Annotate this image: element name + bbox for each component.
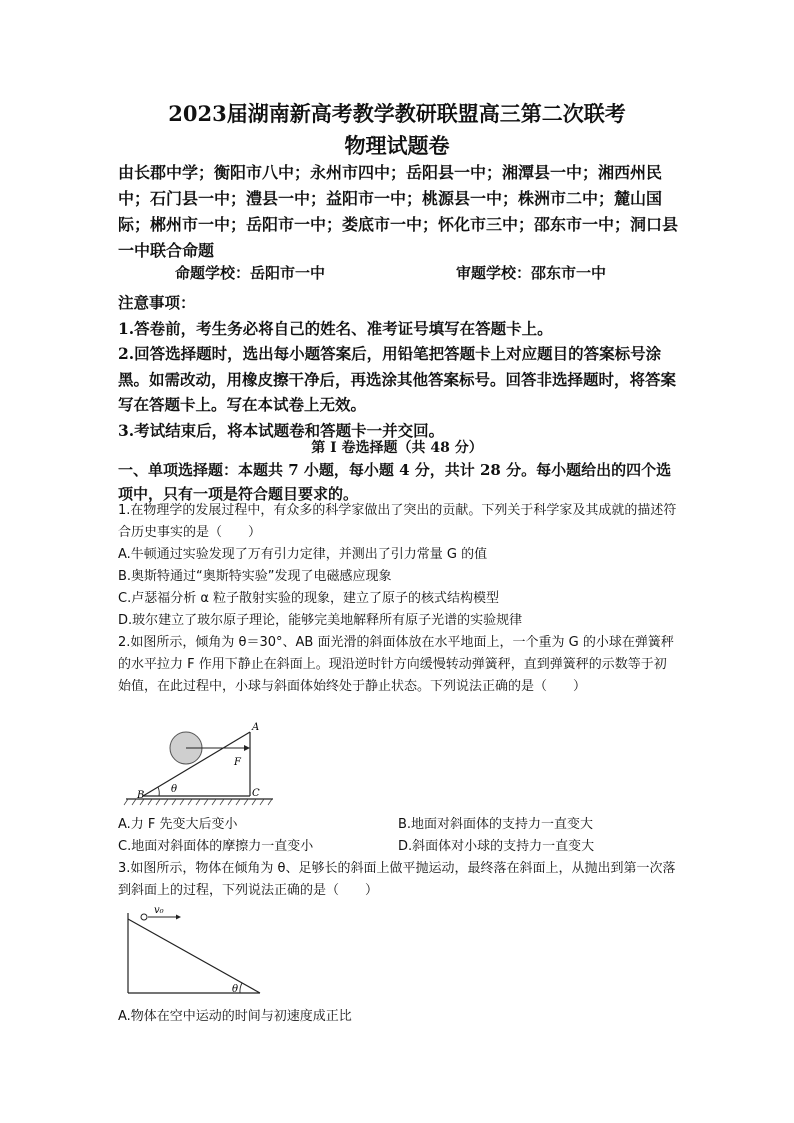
question-option: A.物体在空中运动的时间与初速度成正比	[118, 1009, 352, 1024]
vertex-label-b: B	[137, 790, 145, 801]
vertex-label-a: A	[252, 722, 260, 733]
section-title: 第 I 卷选择题（共 48 分）	[311, 440, 483, 456]
organizers-text: 由长郡中学；衡阳市八中；永州市四中；岳阳县一中；湘潭县一中；湘西州民中；石门县一中；澧县一中；益阳市一中；桃源县一中；株洲市二中；麓山国际；郴州市一中；岳阳市一中；娄底市一中；怀化市三中；邵东市一中；洞口县一中联合命题	[118, 163, 679, 260]
setter-school: 命题学校：岳阳市一中	[175, 264, 326, 282]
exam-title: 2023届湖南新高考教学教研联盟高三第二次联考	[168, 101, 626, 126]
question-option: B.地面对斜面体的支持力一直变大	[398, 817, 594, 832]
note-item: 1.答卷前，考生务必将自己的姓名、准考证号填写在答题卡上。	[118, 318, 553, 338]
question-1	[118, 500, 678, 632]
angle-label-theta: θ	[232, 984, 239, 995]
question-option: A.牛顿通过实验发现了万有引力定律，并测出了引力常量 G 的值	[118, 547, 488, 562]
exam-subject-title: 物理试题卷	[344, 133, 450, 158]
reviewer-school: 审题学校：邵东市一中	[456, 264, 607, 282]
notes-block	[118, 290, 678, 443]
force-label-f: F	[234, 757, 241, 768]
velocity-label-v0: v₀	[154, 905, 164, 916]
question-3-options	[118, 1006, 678, 1028]
incline-ball-figure	[118, 718, 278, 808]
question-option: D.斜面体对小球的支持力一直变大	[398, 839, 595, 854]
question-option: C.卢瑟福分析 α 粒子散射实验的现象，建立了原子的核式结构模型	[118, 591, 500, 606]
question-option: D.玻尔建立了玻尔原子理论，能够完美地解释所有原子光谱的实验规律	[118, 613, 523, 628]
note-item: 2.回答选择题时，选出每小题答案后，用铅笔把答题卡上对应题目的答案标号涂黑。如需改动，用橡皮擦干净后，再选涂其他答案标号。回答非选择题时，将答案写在答题卡上。写在本试卷上无效。	[118, 344, 677, 414]
angle-label-theta: θ	[171, 784, 178, 795]
projectile-incline-figure	[118, 905, 278, 997]
question-option: B.奥斯特通过“奥斯特实验”发现了电磁感应现象	[118, 569, 392, 584]
question-stem: 1.在物理学的发展过程中，有众多的科学家做出了突出的贡献。下列关于科学家及其成就的描述符合历史事实的是（ ）	[118, 503, 677, 540]
question-2	[118, 632, 678, 698]
object-icon	[141, 914, 147, 920]
question-stem: 3.如图所示，物体在倾角为 θ、足够长的斜面上做平抛运动，最终落在斜面上，从抛出到第一次落到斜面上的过程，下列说法正确的是（ ）	[118, 861, 676, 898]
question-3	[118, 858, 678, 902]
vertex-label-c: C	[252, 788, 260, 799]
question-option: A.力 F 先变大后变小	[118, 817, 238, 832]
question-option: C.地面对斜面体的摩擦力一直变小	[118, 839, 314, 854]
note-item: 3.考试结束后，将本试题卷和答题卡一并交回。	[118, 420, 445, 440]
section-description: 一、单项选择题：本题共 7 小题，每小题 4 分，共计 28 分。每小题给出的四个选项中，只有一项是符合题目要求的。	[118, 461, 672, 503]
notes-heading: 注意事项：	[118, 293, 196, 312]
question-stem: 2.如图所示，倾角为 θ＝30°、AB 面光滑的斜面体放在水平地面上，一个重为 G 的小球在弹簧秤的水平拉力 F 作用下静止在斜面上。现沿逆时针方向缓慢转动弹簧秤，直到弹簧秤的示数等于初始值，在此过程中，小球与斜面体始终处于静止状态。下列说法正确的是（ ）	[118, 635, 674, 694]
